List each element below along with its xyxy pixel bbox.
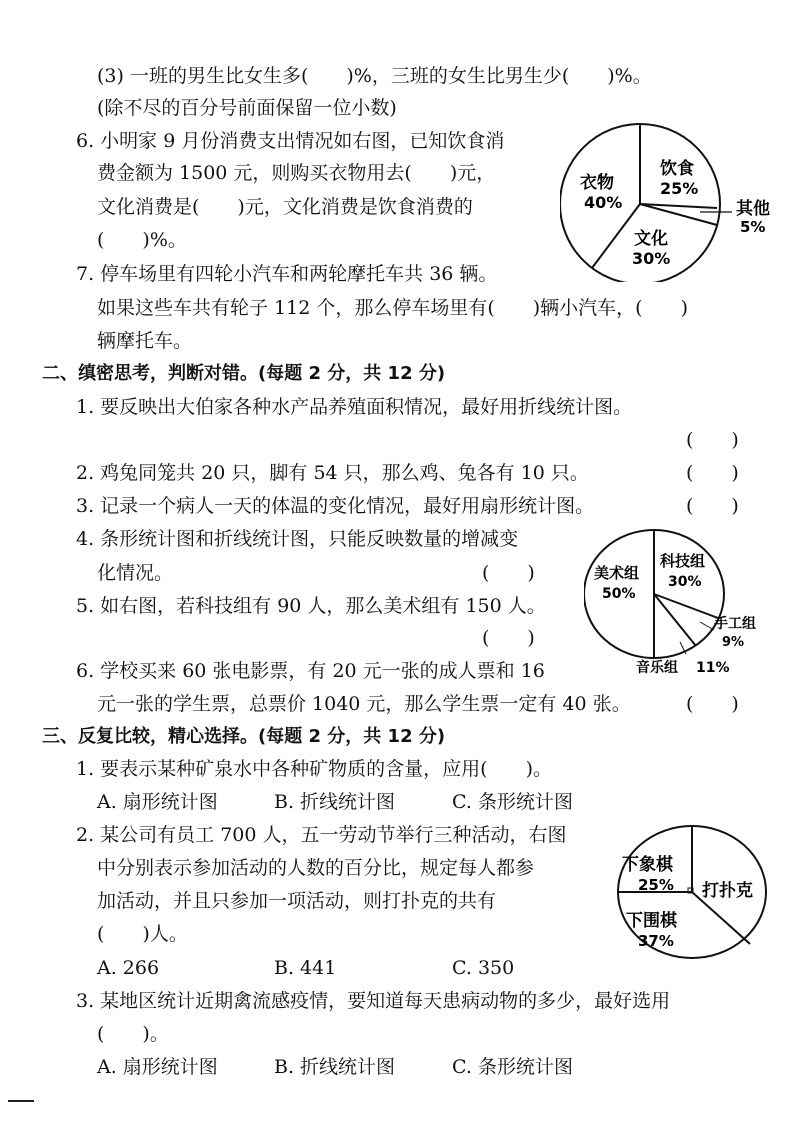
s3-q3-line2: ( )。: [97, 1023, 169, 1045]
pie-pct-food: 25%: [660, 179, 699, 198]
s3-q2-option-b[interactable]: B. 441: [274, 957, 337, 979]
pie-label-chess: 下象棋: [622, 855, 673, 875]
s2-q1: 1. 要反映出大伯家各种水产品养殖面积情况，最好用折线统计图。: [76, 396, 633, 418]
s2-q5-answer[interactable]: ( ): [482, 627, 535, 649]
s2-q3-answer[interactable]: ( ): [686, 495, 739, 517]
s3-q1-option-c[interactable]: C. 条形统计图: [452, 791, 573, 813]
s3-q3-line1: 3. 某地区统计近期禽流感疫情，要知道每天患病动物的多少，最好选用: [76, 990, 671, 1012]
footer-rule: [8, 1100, 34, 1102]
s2-q6-line2: 元一张的学生票，总票价 1040 元，那么学生票一定有 40 张。: [97, 693, 631, 715]
pie-label-food: 饮食: [660, 159, 694, 179]
q6-line3: 文化消费是( )元，文化消费是饮食消费的: [97, 196, 473, 218]
s3-q2-line1: 2. 某公司有员工 700 人，五一劳动节举行三种活动，右图: [76, 824, 567, 846]
s3-q3-option-a[interactable]: A. 扇形统计图: [97, 1056, 218, 1078]
s2-q6-answer[interactable]: ( ): [686, 693, 739, 715]
pie-label-art: 美术组: [594, 564, 640, 582]
s2-q5: 5. 如右图，若科技组有 90 人，那么美术组有 150 人。: [76, 595, 546, 617]
s3-q1-option-a[interactable]: A. 扇形统计图: [97, 791, 218, 813]
q7-line1: 7. 停车场里有四轮小汽车和两轮摩托车共 36 辆。: [76, 263, 498, 285]
pie-label-music: 音乐组: [636, 660, 678, 676]
s3-q3-option-c[interactable]: C. 条形统计图: [452, 1056, 573, 1078]
s2-q6-line1: 6. 学校买来 60 张电影票，有 20 元一张的成人票和 16: [76, 660, 545, 682]
s3-q2-line2: 中分别表示参加活动的人数的百分比，规定每人都参: [97, 857, 535, 879]
q7-line2: 如果这些车共有轮子 112 个，那么停车场里有( )辆小汽车，( ): [97, 297, 688, 319]
groups-pie-chart: [584, 526, 784, 676]
s2-q1-answer[interactable]: ( ): [686, 429, 739, 451]
s2-q3: 3. 记录一个病人一天的体温的变化情况，最好用扇形统计图。: [76, 495, 595, 517]
groups-pie-leader: [700, 622, 714, 630]
section2-heading: 二、缜密思考，判断对错。(每题 2 分，共 12 分): [42, 363, 446, 384]
q3-line2: (除不尽的百分号前面保留一位小数): [97, 97, 397, 119]
s3-q2-option-a[interactable]: A. 266: [97, 957, 160, 979]
s3-q2-option-c[interactable]: C. 350: [452, 957, 515, 979]
pie-label-go: 下围棋: [626, 911, 677, 931]
section3-heading: 三、反复比较，精心选择。(每题 2 分，共 12 分): [42, 726, 446, 747]
s3-q2-line3: 加活动，并且只参加一项活动，则打扑克的共有: [97, 890, 497, 912]
pie-pct-tech: 30%: [668, 574, 702, 590]
s2-q4-line2: 化情况。: [97, 562, 174, 584]
s2-q2: 2. 鸡兔同笼共 20 只，脚有 54 只，那么鸡、兔各有 10 只。: [76, 462, 589, 484]
q3-line1: (3) 一班的男生比女生多( )%，三班的女生比男生少( )%。: [97, 65, 652, 87]
pie-pct-music: 11%: [696, 660, 730, 676]
s3-q1: 1. 要表示某种矿泉水中各种矿物质的含量，应用( )。: [76, 758, 552, 780]
pie-pct-craft: 9%: [722, 635, 745, 650]
s2-q4-answer[interactable]: ( ): [482, 562, 535, 584]
q6-line2: 费金额为 1500 元，则购买衣物用去( )元，: [97, 162, 496, 184]
pie-pct-art: 50%: [602, 586, 636, 602]
s3-q3-option-b[interactable]: B. 折线统计图: [274, 1056, 396, 1078]
activities-pie-chart: [614, 822, 774, 966]
pie-pct-clothes: 40%: [584, 193, 623, 212]
pie-label-tech: 科技组: [660, 552, 706, 570]
pie-label-poker: 打扑克: [702, 881, 753, 901]
pie-pct-go: 37%: [638, 932, 674, 950]
pie-pct-chess: 25%: [638, 876, 674, 894]
s3-q2-line4: ( )人。: [97, 923, 188, 945]
pie-label-other: 其他: [736, 199, 770, 219]
pie-label-craft: 手工组: [714, 616, 756, 632]
pie-pct-other: 5%: [740, 218, 766, 236]
s3-q1-option-b[interactable]: B. 折线统计图: [274, 791, 396, 813]
s2-q2-answer[interactable]: ( ): [686, 462, 739, 484]
pie-label-clothes: 衣物: [580, 173, 614, 193]
q6-line4: ( )%。: [97, 229, 187, 251]
q6-line1: 6. 小明家 9 月份消费支出情况如右图，已知饮食消: [76, 130, 505, 152]
s2-q4-line1: 4. 条形统计图和折线统计图，只能反映数量的增减变: [76, 528, 519, 550]
pie-pct-culture: 30%: [632, 249, 671, 268]
consumption-pie-chart: [560, 122, 780, 282]
pie-label-culture: 文化: [634, 229, 668, 249]
q7-line3: 辆摩托车。: [97, 330, 193, 352]
